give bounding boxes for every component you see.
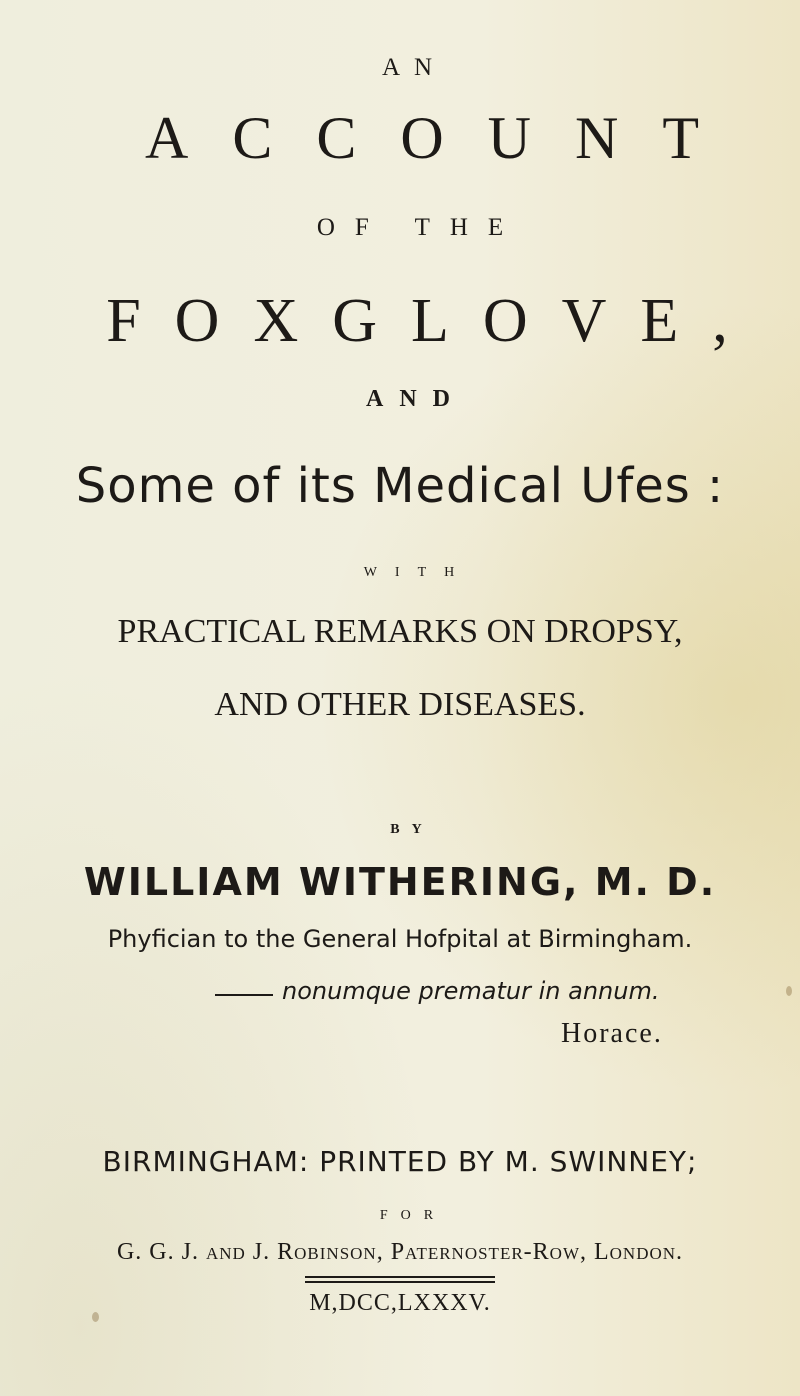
article-line: AN xyxy=(381,54,447,81)
subtitle-other-diseases: AND OTHER DISEASES. xyxy=(214,686,586,723)
title-and: AND xyxy=(366,386,466,412)
for-line: FOR xyxy=(379,1208,447,1223)
double-rule-top xyxy=(305,1276,495,1278)
double-rule-bottom xyxy=(305,1281,495,1283)
imprint-line: BIRMINGHAM: PRINTED BY M. SWINNEY; xyxy=(102,1145,698,1178)
paper-stain xyxy=(786,986,792,996)
subtitle-medical-uses: Some of its Medical Ufes : xyxy=(75,458,725,514)
epigraph: nonumque prematur in annum. xyxy=(282,977,660,1005)
epigraph-dash xyxy=(215,994,273,996)
main-title-account: ACCOUNT xyxy=(144,105,743,171)
publisher-line: G. G. J. and J. Robinson, Paternoster-Row, London. xyxy=(116,1239,684,1265)
paper-stain xyxy=(92,1312,99,1322)
title-connector: OF THE xyxy=(316,214,524,241)
author-name: WILLIAM WITHERING, M. D. xyxy=(83,860,717,904)
main-title-foxglove: FOXGLOVE, xyxy=(106,287,762,355)
publication-date: M,DCC,LXXXV. xyxy=(309,1290,491,1316)
subtitle-practical-remarks: PRACTICAL REMARKS ON DROPSY, xyxy=(117,613,683,650)
by-line: BY xyxy=(390,822,434,837)
author-position: Phyfician to the General Hofpital at Birmingham. xyxy=(107,925,693,953)
with-line: WITH xyxy=(363,565,473,580)
epigraph-source: Horace. xyxy=(561,1018,663,1049)
